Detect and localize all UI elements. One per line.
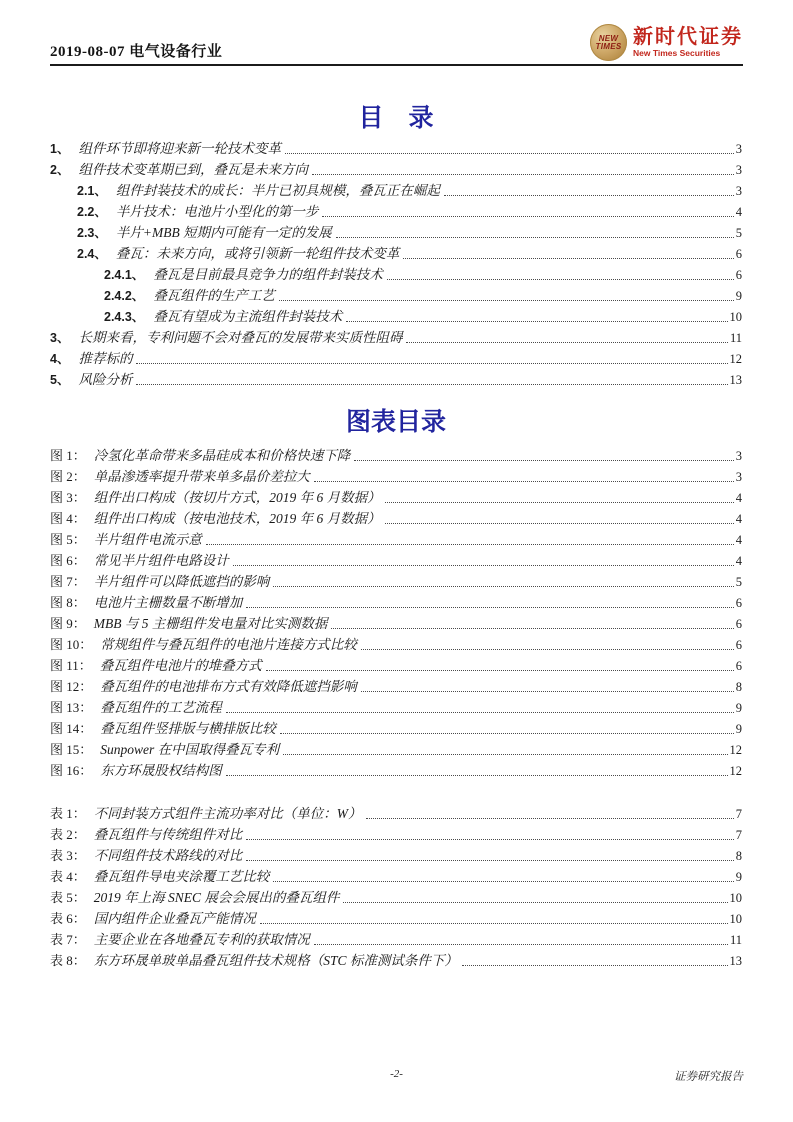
brand-text bbox=[633, 27, 743, 58]
figure-entry-label: 组件出口构成（按电池技术，2019 年 6 月数据） bbox=[93, 511, 381, 526]
figures-tables-gap bbox=[50, 780, 742, 802]
toc-entry-label: 叠瓦组件的生产工艺 bbox=[153, 288, 275, 303]
header-date-industry: 2019-08-07 电气设备行业 bbox=[50, 44, 223, 60]
table-entry-page: 13 bbox=[729, 954, 742, 968]
toc-entry-page: 6 bbox=[735, 268, 742, 282]
table-entry-label: 国内组件企业叠瓦产能情况 bbox=[93, 911, 256, 926]
dotted-leader bbox=[273, 586, 733, 587]
toc-entry bbox=[50, 221, 742, 242]
figure-entry-number: 图 14： bbox=[50, 721, 93, 736]
figure-entry-label: 电池片主栅数量不断增加 bbox=[93, 595, 243, 610]
figure-entry-page: 12 bbox=[729, 764, 742, 778]
dotted-leader bbox=[226, 712, 734, 713]
table-list bbox=[50, 802, 742, 970]
figure-entry-label: 叠瓦组件竖排版与横排版比较 bbox=[100, 721, 276, 736]
table-entry-page: 7 bbox=[735, 807, 742, 821]
toc-entry-page: 9 bbox=[735, 289, 742, 303]
figure-entry-label: 叠瓦组件的工艺流程 bbox=[100, 700, 222, 715]
table-entry-label: 不同封装方式组件主流功率对比（单位：W） bbox=[93, 806, 362, 821]
figure-entry-label: 单晶渗透率提升带来单多晶价差拉大 bbox=[93, 469, 310, 484]
dotted-leader bbox=[385, 523, 734, 524]
table-entry-page: 9 bbox=[735, 870, 742, 884]
dotted-leader bbox=[136, 363, 727, 364]
dotted-leader bbox=[246, 839, 733, 840]
toc-entry-label: 风险分析 bbox=[78, 372, 133, 387]
dotted-leader bbox=[314, 481, 734, 482]
figure-entry-number: 图 9： bbox=[50, 616, 86, 631]
toc-entry-page: 6 bbox=[735, 247, 742, 261]
toc-entry bbox=[50, 368, 742, 389]
table-entry bbox=[50, 928, 742, 949]
toc-entry-page: 13 bbox=[729, 373, 742, 387]
toc-entry-number: 5、 bbox=[50, 373, 70, 387]
figure-entry bbox=[50, 570, 742, 591]
toc-entry-page: 10 bbox=[729, 310, 742, 324]
table-entry bbox=[50, 823, 742, 844]
figure-entry-number: 图 5： bbox=[50, 532, 86, 547]
figure-entry-page: 6 bbox=[735, 617, 742, 631]
toc-entry-number: 2.4.1、 bbox=[104, 268, 145, 282]
dotted-leader bbox=[279, 300, 734, 301]
figure-entry-label: MBB 与 5 主栅组件发电量对比实测数据 bbox=[93, 616, 328, 631]
brand-logo bbox=[590, 24, 743, 61]
dotted-leader bbox=[361, 691, 734, 692]
figure-entry bbox=[50, 696, 742, 717]
figure-entry bbox=[50, 486, 742, 507]
table-entry bbox=[50, 865, 742, 886]
toc-entry-label: 叠瓦：未来方向，或将引领新一轮组件技术变革 bbox=[115, 246, 400, 261]
toc-entry-number: 2.3、 bbox=[77, 226, 107, 240]
figure-toc-title: 图表目录 bbox=[345, 409, 446, 436]
figure-entry bbox=[50, 549, 742, 570]
dotted-leader bbox=[285, 153, 734, 154]
figure-entry-page: 9 bbox=[735, 722, 742, 736]
table-entry bbox=[50, 907, 742, 928]
toc-title: 目 录 bbox=[358, 105, 434, 132]
table-entry bbox=[50, 886, 742, 907]
dotted-leader bbox=[283, 754, 727, 755]
toc-list bbox=[50, 137, 742, 389]
toc-entry bbox=[50, 179, 742, 200]
table-entry-label: 2019 年上海 SNEC 展会会展出的叠瓦组件 bbox=[93, 890, 340, 905]
dotted-leader bbox=[260, 923, 728, 924]
toc-entry-number: 2.2、 bbox=[77, 205, 107, 219]
figure-entry-page: 6 bbox=[735, 596, 742, 610]
toc-entry bbox=[50, 347, 742, 368]
toc-entry-label: 组件技术变革期已到，叠瓦是未来方向 bbox=[78, 162, 308, 177]
dotted-leader bbox=[346, 321, 727, 322]
figure-entry bbox=[50, 612, 742, 633]
figure-entry-number: 图 13： bbox=[50, 700, 93, 715]
toc-entry bbox=[50, 242, 742, 263]
table-entry bbox=[50, 949, 742, 970]
table-entry-number: 表 5： bbox=[50, 890, 86, 905]
toc-entry-label: 半片技术：电池片小型化的第一步 bbox=[115, 204, 319, 219]
dotted-leader bbox=[280, 733, 734, 734]
table-entry-number: 表 4： bbox=[50, 869, 86, 884]
figure-table-list bbox=[50, 444, 742, 970]
dotted-leader bbox=[266, 670, 734, 671]
table-entry-number: 表 2： bbox=[50, 827, 86, 842]
report-type-label: 证券研究报告 bbox=[674, 1071, 743, 1083]
figure-entry-label: Sunpower 在中国取得叠瓦专利 bbox=[100, 742, 280, 757]
figure-entry-number: 图 4： bbox=[50, 511, 86, 526]
dotted-leader bbox=[354, 460, 733, 461]
page-number: -2- bbox=[390, 1068, 403, 1080]
figure-entry-number: 图 3： bbox=[50, 490, 86, 505]
toc-entry-label: 叠瓦是目前最具竞争力的组件封装技术 bbox=[153, 267, 383, 282]
toc-entry-number: 1、 bbox=[50, 142, 70, 156]
toc-entry-number: 4、 bbox=[50, 352, 70, 366]
table-entry bbox=[50, 844, 742, 865]
figure-entry bbox=[50, 759, 742, 780]
dotted-leader bbox=[322, 216, 733, 217]
toc-entry-number: 2、 bbox=[50, 163, 70, 177]
table-entry-number: 表 3： bbox=[50, 848, 86, 863]
figure-entry-page: 5 bbox=[735, 575, 742, 589]
figure-entry-number: 图 15： bbox=[50, 742, 93, 757]
figure-entry-label: 冷氢化革命带来多晶硅成本和价格快速下降 bbox=[93, 448, 351, 463]
table-entry-label: 叠瓦组件导电夹涂覆工艺比较 bbox=[93, 869, 270, 884]
brand-name-cn: 新时代证券 bbox=[633, 26, 743, 49]
figure-entry-page: 6 bbox=[735, 638, 742, 652]
table-entry-label: 东方环晟单玻单晶叠瓦组件技术规格（STC 标准测试条件下） bbox=[93, 953, 458, 968]
toc-entry bbox=[50, 200, 742, 221]
toc-entry-page: 3 bbox=[735, 163, 742, 177]
figure-entry-label: 东方环晟股权结构图 bbox=[100, 763, 222, 778]
table-entry-label: 不同组件技术路线的对比 bbox=[93, 848, 243, 863]
dotted-leader bbox=[343, 902, 727, 903]
figure-entry-page: 4 bbox=[735, 512, 742, 526]
brand-name-en: New Times Securities bbox=[633, 48, 721, 59]
figure-entry-page: 9 bbox=[735, 701, 742, 715]
toc-entry bbox=[50, 137, 742, 158]
dotted-leader bbox=[312, 174, 734, 175]
figure-entry-label: 常见半片组件电路设计 bbox=[93, 553, 229, 568]
figure-entry-number: 图 11： bbox=[50, 658, 92, 673]
figure-entry bbox=[50, 654, 742, 675]
table-entry-page: 7 bbox=[735, 828, 742, 842]
toc-entry-page: 3 bbox=[735, 142, 742, 156]
figure-entry-page: 4 bbox=[735, 533, 742, 547]
dotted-leader bbox=[385, 502, 734, 503]
figure-entry bbox=[50, 633, 742, 654]
dotted-leader bbox=[226, 775, 728, 776]
dotted-leader bbox=[246, 860, 733, 861]
figure-entry-label: 叠瓦组件的电池排布方式有效降低遮挡影响 bbox=[100, 679, 357, 694]
figure-list bbox=[50, 444, 742, 780]
dotted-leader bbox=[246, 607, 733, 608]
page-header bbox=[50, 24, 743, 66]
toc-entry-page: 5 bbox=[735, 226, 742, 240]
figure-entry-page: 4 bbox=[735, 554, 742, 568]
figure-entry-number: 图 12： bbox=[50, 679, 93, 694]
dotted-leader bbox=[462, 965, 728, 966]
page-footer bbox=[50, 1068, 743, 1086]
figure-entry-page: 8 bbox=[735, 680, 742, 694]
figure-entry-label: 半片组件电流示意 bbox=[93, 532, 202, 547]
toc-entry-page: 12 bbox=[729, 352, 742, 366]
table-entry bbox=[50, 802, 742, 823]
toc-entry bbox=[50, 158, 742, 179]
dotted-leader bbox=[403, 258, 733, 259]
toc-entry bbox=[50, 284, 742, 305]
toc-entry-page: 11 bbox=[729, 331, 742, 345]
figure-entry bbox=[50, 675, 742, 696]
table-entry-label: 叠瓦组件与传统组件对比 bbox=[93, 827, 243, 842]
table-entry-page: 11 bbox=[729, 933, 742, 947]
dotted-leader bbox=[361, 649, 734, 650]
table-entry-page: 10 bbox=[729, 912, 742, 926]
figure-entry-number: 图 1： bbox=[50, 448, 86, 463]
toc-entry bbox=[50, 305, 742, 326]
dotted-leader bbox=[206, 544, 734, 545]
figure-entry-number: 图 10： bbox=[50, 637, 93, 652]
brand-coin-icon bbox=[590, 24, 627, 61]
coin-text-line1: NEW bbox=[598, 33, 619, 43]
toc-entry-number: 3、 bbox=[50, 331, 70, 345]
figure-entry-label: 常规组件与叠瓦组件的电池片连接方式比较 bbox=[100, 637, 357, 652]
figure-entry bbox=[50, 444, 742, 465]
dotted-leader bbox=[314, 944, 728, 945]
coin-text-line2: TIMES bbox=[595, 41, 622, 51]
table-entry-number: 表 6： bbox=[50, 911, 86, 926]
figure-entry-page: 6 bbox=[735, 659, 742, 673]
toc-entry-label: 组件环节即将迎来新一轮技术变革 bbox=[78, 141, 281, 156]
figure-entry-page: 3 bbox=[735, 470, 742, 484]
dotted-leader bbox=[273, 881, 733, 882]
figure-entry bbox=[50, 465, 742, 486]
toc-entry-label: 推荐标的 bbox=[78, 351, 133, 366]
figure-entry bbox=[50, 738, 742, 759]
toc-entry-page: 3 bbox=[735, 184, 742, 198]
dotted-leader bbox=[233, 565, 734, 566]
table-entry-page: 10 bbox=[729, 891, 742, 905]
figure-entry-number: 图 7： bbox=[50, 574, 86, 589]
table-entry-number: 表 1： bbox=[50, 806, 86, 821]
toc-entry-label: 长期来看，专利问题不会对叠瓦的发展带来实质性阻碍 bbox=[78, 330, 403, 345]
figure-entry bbox=[50, 507, 742, 528]
figure-entry-label: 叠瓦组件电池片的堆叠方式 bbox=[99, 658, 262, 673]
figure-entry bbox=[50, 528, 742, 549]
toc-entry-number: 2.1、 bbox=[77, 184, 107, 198]
toc-entry bbox=[50, 263, 742, 284]
figure-entry-label: 半片组件可以降低遮挡的影响 bbox=[93, 574, 270, 589]
dotted-leader bbox=[136, 384, 727, 385]
figure-entry bbox=[50, 591, 742, 612]
toc-entry-page: 4 bbox=[735, 205, 742, 219]
figure-entry bbox=[50, 717, 742, 738]
dotted-leader bbox=[406, 342, 728, 343]
figure-entry-number: 图 2： bbox=[50, 469, 86, 484]
toc-entry-number: 2.4、 bbox=[77, 247, 107, 261]
figure-entry-label: 组件出口构成（按切片方式，2019 年 6 月数据） bbox=[93, 490, 381, 505]
table-entry-number: 表 7： bbox=[50, 932, 86, 947]
toc-entry-label: 叠瓦有望成为主流组件封装技术 bbox=[153, 309, 343, 324]
figure-entry-number: 图 6： bbox=[50, 553, 86, 568]
figure-entry-number: 图 8： bbox=[50, 595, 86, 610]
figure-entry-page: 4 bbox=[735, 491, 742, 505]
toc-entry-number: 2.4.2、 bbox=[104, 289, 145, 303]
dotted-leader bbox=[387, 279, 734, 280]
table-entry-number: 表 8： bbox=[50, 953, 86, 968]
dotted-leader bbox=[336, 237, 734, 238]
dotted-leader bbox=[366, 818, 734, 819]
figure-entry-page: 12 bbox=[729, 743, 742, 757]
toc-entry-number: 2.4.3、 bbox=[104, 310, 145, 324]
dotted-leader bbox=[331, 628, 733, 629]
table-entry-page: 8 bbox=[735, 849, 742, 863]
figure-entry-number: 图 16： bbox=[50, 763, 93, 778]
table-entry-label: 主要企业在各地叠瓦专利的获取情况 bbox=[93, 932, 310, 947]
dotted-leader bbox=[444, 195, 734, 196]
toc-entry bbox=[50, 326, 742, 347]
figure-entry-page: 3 bbox=[735, 449, 742, 463]
toc-entry-label: 组件封装技术的成长：半片已初具规模，叠瓦正在崛起 bbox=[115, 183, 440, 198]
toc-entry-label: 半片+MBB 短期内可能有一定的发展 bbox=[115, 225, 332, 240]
